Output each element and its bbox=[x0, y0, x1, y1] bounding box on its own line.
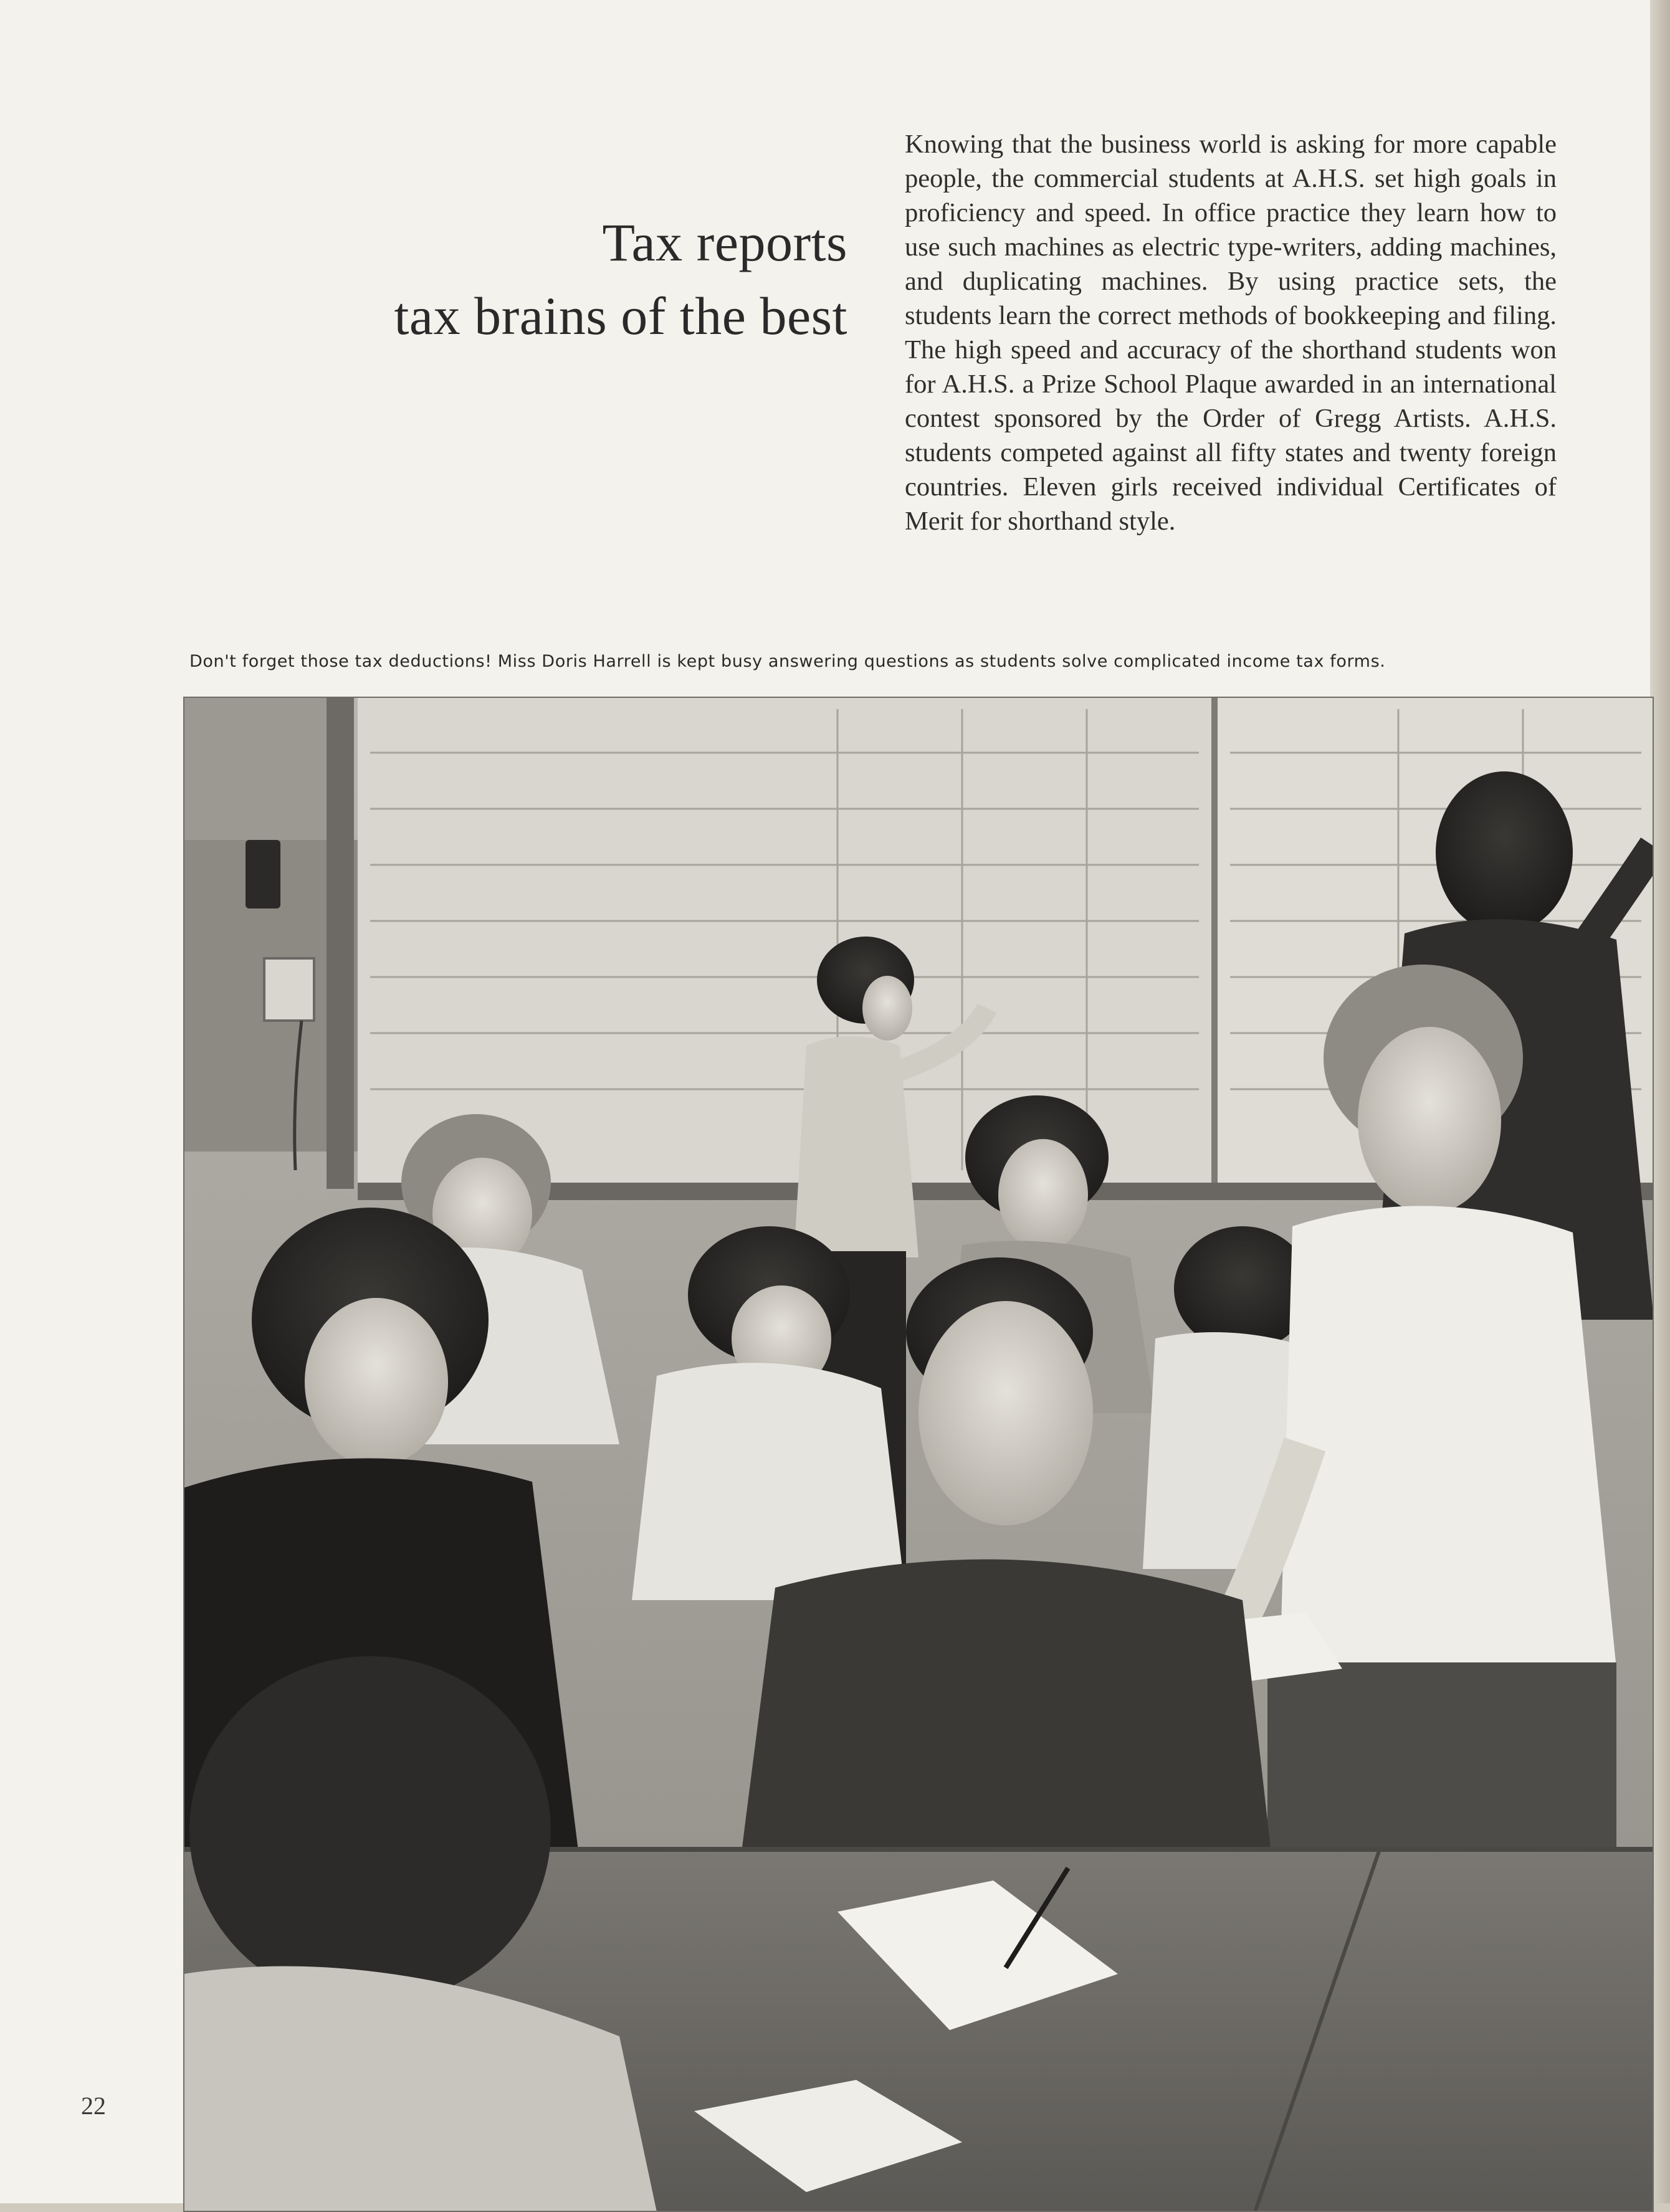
classroom-photo bbox=[183, 697, 1654, 2212]
intro-paragraph: Knowing that the business world is asking for more capable people, the commercial students at A.H.S. set high goals in proficiency and speed. In office practice they learn how to use such machines as electric type-writers, adding machines, and duplicating machines. By using practice sets, the students learn the correct methods of bookkeeping and filing. The high speed and accuracy of the shorthand students won for A.H.S. a Prize School Plaque awarded in an international contest sponsored by the Order of Gregg Artists. A.H.S. students competed against all fifty states and twenty foreign countries. Eleven girls received individual Certificates of Merit for shorthand style. bbox=[905, 130, 1557, 536]
page-heading bbox=[349, 206, 847, 353]
heading-line-1: Tax reports bbox=[602, 212, 847, 272]
page-number: 22 bbox=[81, 2092, 106, 2120]
door-frame bbox=[327, 697, 354, 1189]
photo-caption: Don't forget those tax deductions! Miss Doris Harrell is kept busy answering questions as students solve complicated income tax forms. bbox=[189, 652, 1386, 671]
chart-divider bbox=[1211, 697, 1218, 1183]
pencil-sharpener bbox=[246, 840, 280, 908]
electrical-outlet bbox=[264, 958, 314, 1021]
heading-line-2: tax brains of the best bbox=[394, 286, 847, 346]
